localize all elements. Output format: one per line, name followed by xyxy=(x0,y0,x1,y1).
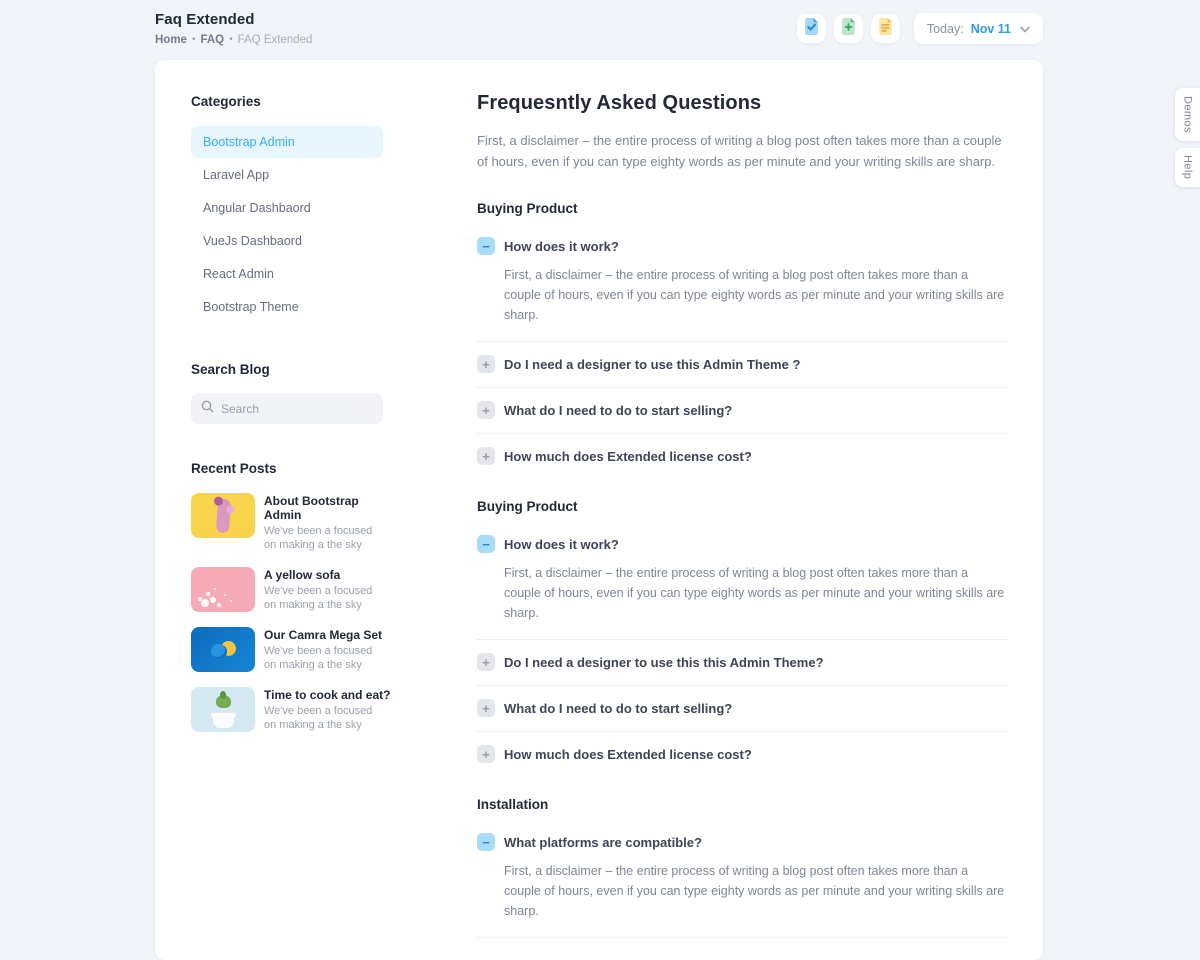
categories-list xyxy=(191,126,383,323)
faq-item-collapsed xyxy=(477,388,1007,434)
category-bootstrap-admin[interactable]: Bootstrap Admin xyxy=(191,126,383,158)
faq-question-row[interactable] xyxy=(477,833,1007,851)
recent-post-row[interactable] xyxy=(191,627,396,672)
topbar xyxy=(155,0,1043,60)
search-icon xyxy=(201,400,214,418)
post-title: A yellow sofa xyxy=(264,568,341,582)
faq-item-collapsed xyxy=(477,732,1007,777)
section-heading: Buying Product xyxy=(477,499,578,514)
category-laravel-app[interactable]: Laravel App xyxy=(203,168,270,182)
recent-post-row[interactable] xyxy=(191,687,396,732)
post-thumbnail-pink-popcorn xyxy=(191,567,255,612)
expand-icon[interactable]: + xyxy=(477,447,495,465)
post-thumbnail-blue-camera xyxy=(191,627,255,672)
faq-item-expanded xyxy=(477,820,1007,938)
help-tab[interactable] xyxy=(1175,148,1200,187)
doc-plus-icon xyxy=(841,18,856,40)
recent-post-row[interactable] xyxy=(191,493,396,552)
post-subtitle: We've been a focused on making a the sky xyxy=(264,645,373,671)
chevron-down-icon xyxy=(1018,22,1030,36)
expand-icon[interactable]: + xyxy=(477,653,495,671)
faq-question-row[interactable] xyxy=(477,535,1007,553)
faq-content xyxy=(430,60,1043,960)
post-subtitle: We've been a focused on making a the sky xyxy=(264,525,373,551)
faq-question: What do I need to do to start selling? xyxy=(504,402,733,418)
faq-section-installation xyxy=(477,797,1007,938)
search-box xyxy=(191,393,383,424)
post-title: Our Camra Mega Set xyxy=(264,628,383,642)
page-title: Faq Extended xyxy=(155,11,255,28)
section-heading: Buying Product xyxy=(477,201,578,216)
recent-posts-title: Recent Posts xyxy=(191,461,277,476)
breadcrumb-separator: • xyxy=(191,34,196,45)
faq-item-collapsed xyxy=(477,342,1007,388)
faq-question: What do I need to do to start selling? xyxy=(504,700,733,716)
doc-notes-button[interactable] xyxy=(871,14,900,43)
faq-question: How does it work? xyxy=(504,536,619,552)
category-bootstrap-theme[interactable]: Bootstrap Theme xyxy=(203,300,299,314)
faq-question: What platforms are compatible? xyxy=(504,834,702,850)
collapse-icon[interactable]: − xyxy=(477,535,495,553)
sidebar xyxy=(155,60,430,960)
faq-question-row[interactable] xyxy=(477,401,1007,419)
category-angular-dashboard[interactable]: Angular Dashbaord xyxy=(203,201,311,215)
faq-section-buying-product-2 xyxy=(477,499,1007,777)
doc-check-button[interactable] xyxy=(797,14,826,43)
expand-icon[interactable]: + xyxy=(477,699,495,717)
category-react-admin[interactable]: React Admin xyxy=(203,267,274,281)
demos-tab-label: Demos xyxy=(1181,96,1194,133)
help-tab-label: Help xyxy=(1181,155,1194,180)
post-title: About Bootstrap Admin xyxy=(264,494,359,522)
page-heading xyxy=(155,11,312,46)
faq-answer: First, a disclaimer – the entire process of writing a blog post often takes more than a couple of hours, even if you can type eighty words as per minute and your writing skills are sharp. xyxy=(504,864,1005,918)
faq-question-row[interactable] xyxy=(477,653,1007,671)
faq-item-expanded xyxy=(477,522,1007,640)
faq-question: How much does Extended license cost? xyxy=(504,746,752,762)
breadcrumb-home[interactable]: Home xyxy=(155,34,187,46)
breadcrumb-current: FAQ Extended xyxy=(237,34,313,46)
faq-section-buying-product-1 xyxy=(477,201,1007,479)
faq-question-row[interactable] xyxy=(477,237,1007,255)
category-vuejs-dashboard[interactable]: VueJs Dashbaord xyxy=(203,234,302,248)
faq-card xyxy=(155,60,1043,960)
faq-question-row[interactable] xyxy=(477,745,1007,763)
breadcrumb xyxy=(155,34,312,46)
date-value: Nov 11 xyxy=(970,21,1011,36)
doc-check-icon xyxy=(804,18,819,40)
post-title: Time to cook and eat? xyxy=(264,688,391,702)
faq-question-row[interactable] xyxy=(477,355,1007,373)
post-thumbnail-yellow-flowers xyxy=(191,493,255,538)
faq-item-expanded xyxy=(477,224,1007,342)
post-thumbnail-plant-pot xyxy=(191,687,255,732)
faq-answer: First, a disclaimer – the entire process of writing a blog post often takes more than a couple of hours, even if you can type eighty words as per minute and your writing skills are sharp. xyxy=(504,566,1005,620)
topbar-actions xyxy=(797,13,1043,44)
breadcrumb-faq[interactable]: FAQ xyxy=(200,34,225,46)
faq-page-title: Frequesntly Asked Questions xyxy=(477,92,762,114)
faq-question: How does it work? xyxy=(504,238,619,254)
breadcrumb-separator: • xyxy=(229,34,233,45)
faq-item-collapsed xyxy=(477,434,1007,479)
section-heading: Installation xyxy=(477,797,549,812)
faq-item-collapsed xyxy=(477,686,1007,732)
categories-title: Categories xyxy=(191,94,261,109)
date-label: Today: xyxy=(926,21,964,36)
search-blog-title: Search Blog xyxy=(191,362,270,377)
search-input[interactable] xyxy=(221,402,373,416)
faq-answer: First, a disclaimer – the entire process of writing a blog post often takes more than a couple of hours, even if you can type eighty words as per minute and your writing skills are sharp. xyxy=(504,268,1005,322)
faq-item-collapsed xyxy=(477,640,1007,686)
faq-question: Do I need a designer to use this Admin Theme ? xyxy=(504,356,801,372)
faq-question-row[interactable] xyxy=(477,447,1007,465)
expand-icon[interactable]: + xyxy=(477,401,495,419)
expand-icon[interactable]: + xyxy=(477,745,495,763)
faq-intro: First, a disclaimer – the entire process of writing a blog post often takes more than a couple of hours, even if you can type eighty words as per minute and your writing skills are sharp. xyxy=(477,133,1002,169)
expand-icon[interactable]: + xyxy=(477,355,495,373)
date-selector[interactable] xyxy=(914,13,1043,44)
collapse-icon[interactable]: − xyxy=(477,237,495,255)
demos-tab[interactable] xyxy=(1175,88,1200,141)
faq-question: Do I need a designer to use this this Admin Theme? xyxy=(504,654,824,670)
post-subtitle: We've been a focused on making a the sky xyxy=(264,705,373,731)
doc-add-button[interactable] xyxy=(834,14,863,43)
recent-post-row[interactable] xyxy=(191,567,396,612)
post-subtitle: We've been a focused on making a the sky xyxy=(264,585,373,611)
faq-question: How much does Extended license cost? xyxy=(504,448,752,464)
doc-lines-icon xyxy=(878,18,893,40)
faq-question-row[interactable] xyxy=(477,699,1007,717)
collapse-icon[interactable]: − xyxy=(477,833,495,851)
